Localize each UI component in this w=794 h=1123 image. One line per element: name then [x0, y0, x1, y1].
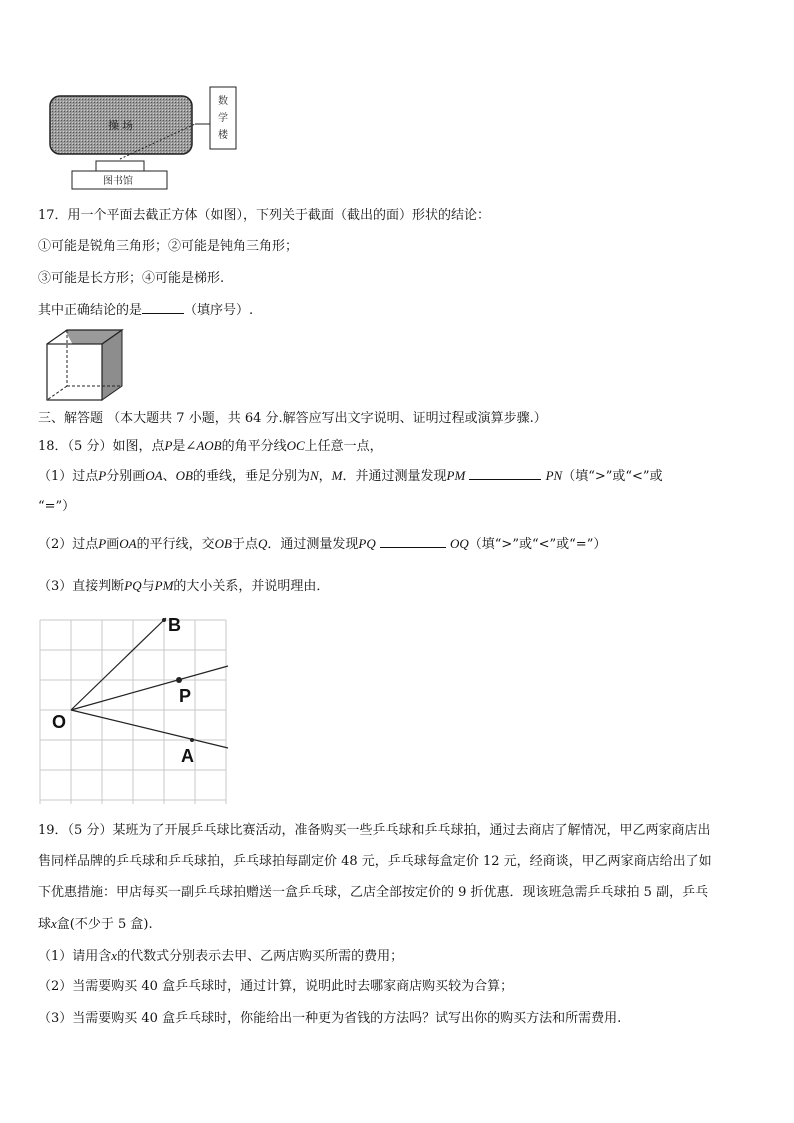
q18-part1-blank: [469, 467, 541, 480]
q17-ask-before: 其中正确结论的是: [38, 303, 143, 318]
library-label: 图书馆: [103, 176, 133, 187]
math-building-char-2: 学: [218, 113, 228, 124]
q19-line-4: 球x盒(不少于 5 盒).: [38, 916, 153, 932]
q18-stem: 18．（5 分）如图，点P是∠AOB的角平分线OC上任意一点，: [38, 438, 383, 454]
q19-line-1: 19．（5 分）某班为了开展乒乓球比赛活动，准备购买一些乒乓球和乒乓球拍，通过去商店了解情况，甲乙两家商店出: [38, 823, 711, 838]
point-B: [162, 618, 166, 622]
q18-part1: （1）过点P分别画OA、OB的垂线，垂足分别为N，M．并通过测量发现PM PN（填“>”或“<”或: [38, 468, 663, 484]
section-3-heading: [38, 410, 547, 428]
q19-sub-3: （3）当需要购买 40 盒乒乓球时，你能给出一种更为省钱的方法吗？试写出你的购买方法和所需费用.: [38, 1011, 622, 1026]
angle-grid-figure: [36, 612, 236, 812]
label-O: O: [52, 712, 67, 732]
q18-part2-blank: [380, 535, 446, 548]
point-A: [190, 738, 194, 742]
cube-figure: [44, 326, 126, 404]
q19-sub-2: （2）当需要购买 40 盒乒乓球时，通过计算，说明此时去哪家商店购买较为合算；: [38, 979, 514, 994]
q17-options-2: ③可能是长方形；④可能是梯形.: [38, 271, 225, 286]
library-outer: [96, 161, 144, 171]
label-P: P: [179, 686, 192, 706]
label-A: A: [181, 746, 194, 766]
label-B: B: [168, 615, 181, 635]
q18-part2: （2）过点P画OA的平行线，交OB于点Q．通过测量发现PQ OQ（填“>”或“<”或“=”）: [38, 536, 607, 552]
campus-map-figure: [40, 84, 250, 194]
q19-line-2: 售同样品牌的乒乓球和乒乓球拍，乒乓球拍每副定价 48 元，乒乓球每盒定价 12 元，经商谈，甲乙两家商店给出了如: [38, 854, 712, 869]
q19-sub-1: （1）请用含x的代数式分别表示去甲、乙两店购买所需的费用；: [38, 948, 404, 964]
section-3-title: 三、解答题: [38, 411, 104, 426]
q17-answer-blank: [142, 301, 184, 314]
q18-part1-cont: “=”）: [38, 499, 76, 514]
q17-options-1: ①可能是锐角三角形；②可能是钝角三角形；: [38, 239, 299, 254]
math-building-char-1: 数: [218, 96, 228, 107]
q18-part3: （3）直接判断PQ与PM的大小关系，并说明理由．: [38, 578, 330, 594]
playground-label: 操 场: [108, 120, 134, 132]
ray-OA: [71, 710, 228, 748]
section-3-note: （本大题共 7 小题，共 64 分.解答应写出文字说明、证明过程或演算步骤.）: [107, 411, 547, 426]
q17-ask: [38, 301, 253, 320]
q17-ask-after: （填序号）.: [184, 303, 254, 318]
point-P: [176, 677, 182, 683]
q17-stem: 17．用一个平面去截正方体（如图），下列关于截面（截出的面）形状的结论：: [38, 208, 491, 223]
q19-line-3: 下优惠措施：甲店每买一副乒乓球拍赠送一盒乒乓球，乙店全部按定价的 9 折优惠．现该班急需乒乓球拍 5 副，乒乓: [38, 885, 709, 900]
math-building-char-3: 楼: [218, 130, 228, 141]
